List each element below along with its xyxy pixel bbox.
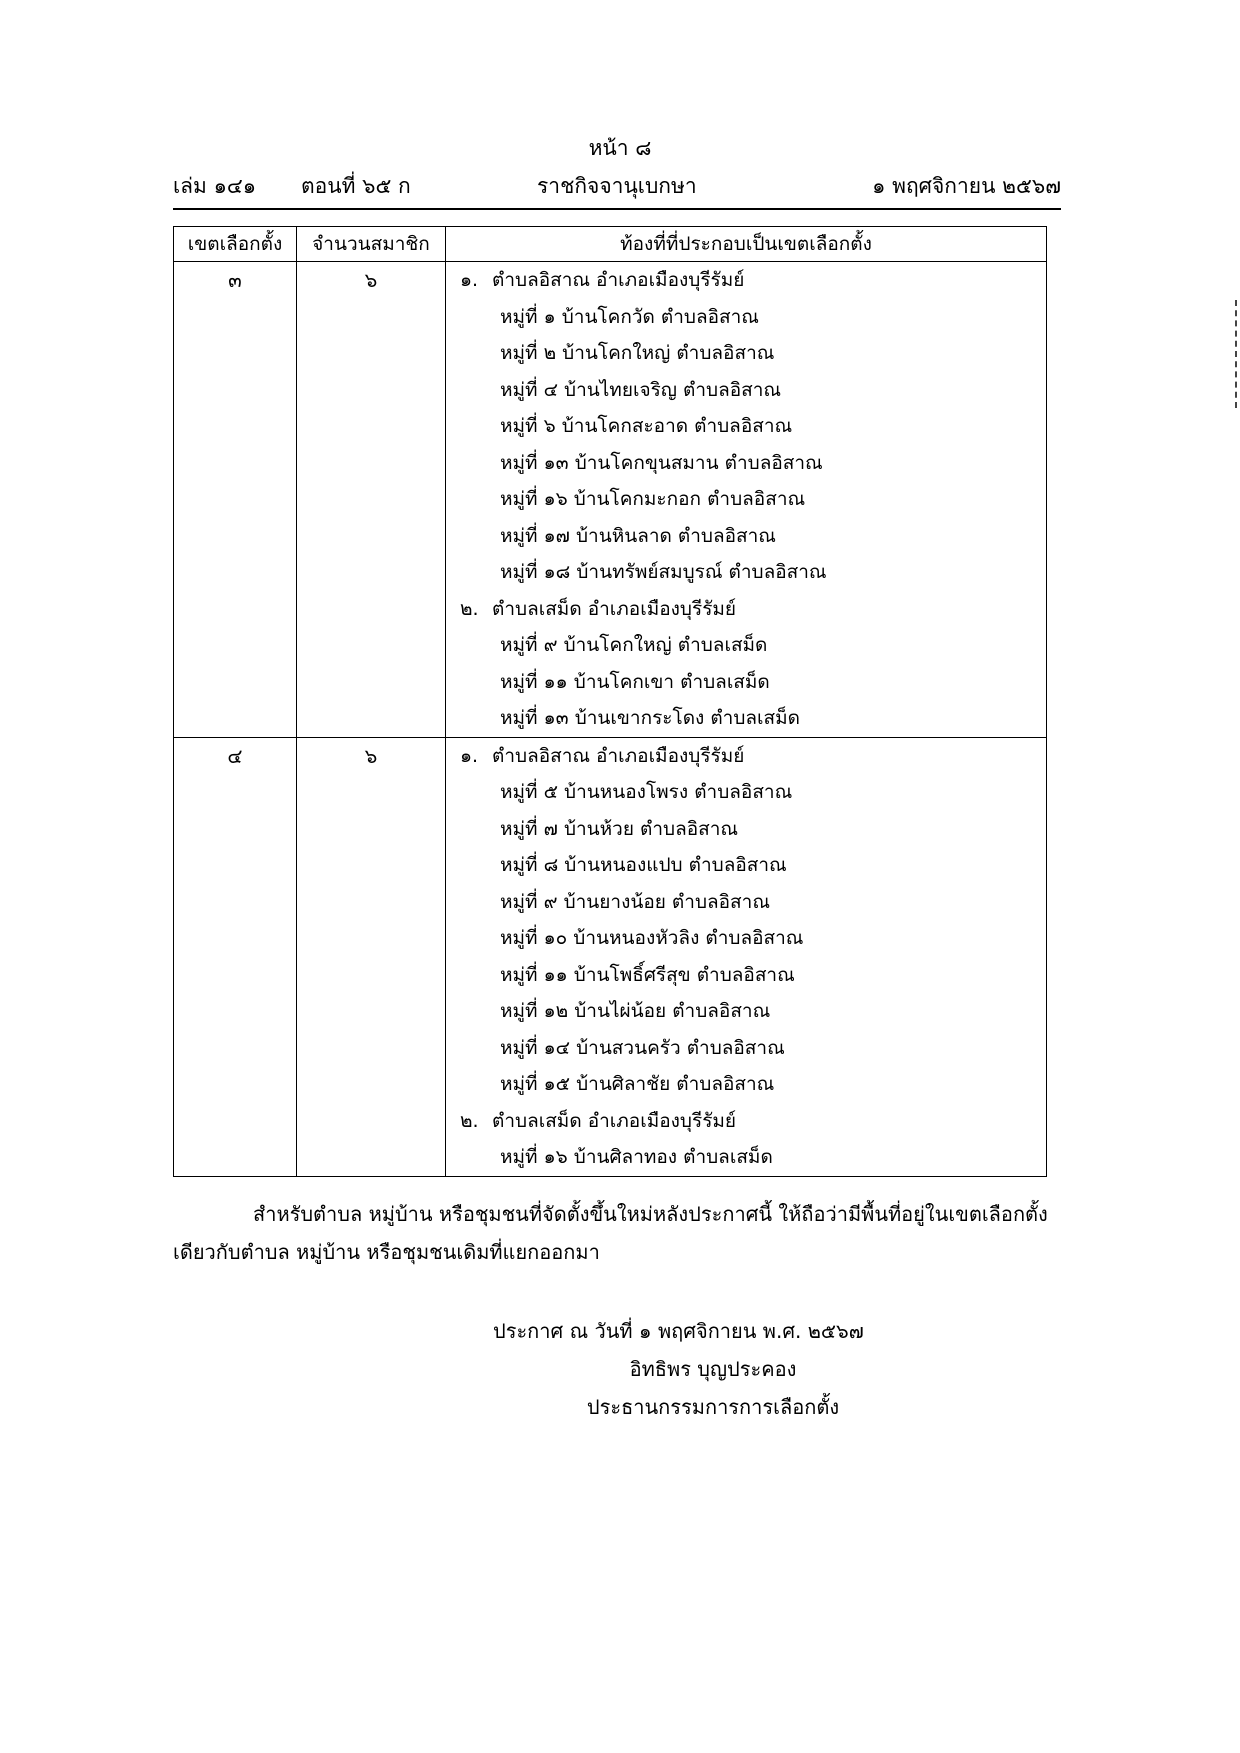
signatory-position: ประธานกรรมการการเลือกตั้ง xyxy=(586,1395,840,1419)
area-text: หมู่ที่ ๑๔ บ้านสวนครัว ตำบลอิสาณ xyxy=(500,1036,785,1059)
header-members: จำนวนสมาชิก xyxy=(297,227,446,262)
subdistrict-number: ๑. xyxy=(460,269,479,291)
area-text: หมู่ที่ ๖ บ้านโคกสะอาด ตำบลอิสาณ xyxy=(500,415,793,437)
village-item xyxy=(460,372,1046,409)
gazette-date: ๑ พฤศจิกายน ๒๕๖๗ xyxy=(872,174,1061,198)
subdistrict-item xyxy=(460,1103,1046,1140)
area-text: หมู่ที่ ๑๖ บ้านโคกมะกอก ตำบลอิสาณ xyxy=(500,488,806,510)
area-text: หมู่ที่ ๑๐ บ้านหนองหัวลิง ตำบลอิสาณ xyxy=(500,927,804,949)
area-list xyxy=(446,737,1047,1176)
area-text: หมู่ที่ ๑๕ บ้านศิลาชัย ตำบลอิสาณ xyxy=(500,1073,775,1095)
village-item xyxy=(460,481,1046,518)
subdistrict-item xyxy=(460,591,1046,628)
district-number: ๔ xyxy=(174,737,297,1176)
issue-number: ตอนที่ ๖๕ ก xyxy=(301,174,411,198)
area-text: หมู่ที่ ๙ บ้านยางน้อย ตำบลอิสาณ xyxy=(500,890,770,913)
village-item xyxy=(460,445,1046,482)
village-item xyxy=(460,884,1046,921)
area-text: ตำบลเสม็ด อำเภอเมืองบุรีรัมย์ xyxy=(492,1109,737,1132)
village-item xyxy=(460,335,1046,372)
village-item xyxy=(460,920,1046,957)
header-divider xyxy=(173,208,1061,210)
electoral-district-table xyxy=(173,226,1047,1177)
area-text: ตำบลเสม็ด อำเภอเมืองบุรีรัมย์ xyxy=(492,597,737,620)
area-text: หมู่ที่ ๑๑ บ้านโพธิ์ศรีสุข ตำบลอิสาณ xyxy=(500,963,795,986)
area-text: หมู่ที่ ๙ บ้านโคกใหญ่ ตำบลเสม็ด xyxy=(500,634,768,656)
area-text: หมู่ที่ ๑๘ บ้านทรัพย์สมบูรณ์ ตำบลอิสาณ xyxy=(500,561,827,583)
subdistrict-number: ๒. xyxy=(460,597,479,620)
header-areas: ท้องที่ที่ประกอบเป็นเขตเลือกตั้ง xyxy=(446,227,1047,262)
page-number: หน้า ๘ xyxy=(588,136,652,160)
scan-edge-mark xyxy=(1235,300,1239,408)
village-item xyxy=(460,664,1046,701)
area-text: หมู่ที่ ๗ บ้านห้วย ตำบลอิสาณ xyxy=(500,817,739,840)
table-row xyxy=(174,737,1047,1176)
table-header-row xyxy=(174,227,1047,262)
gazette-header xyxy=(173,172,1061,202)
area-text: ตำบลอิสาณ อำเภอเมืองบุรีรัมย์ xyxy=(492,744,745,767)
village-item xyxy=(460,554,1046,591)
area-text: หมู่ที่ ๑๖ บ้านศิลาทอง ตำบลเสม็ด xyxy=(500,1146,773,1168)
village-item xyxy=(460,1139,1046,1176)
village-item xyxy=(460,1030,1046,1067)
footer-text: สำหรับตำบล หมู่บ้าน หรือชุมชนที่จัดตั้งขึ้นใหม่หลังประกาศนี้ ให้ถือว่ามีพื้นที่อยู่ในเขตเลือกตั้งเดียวกับตำบล หมู่บ้าน หรือชุมชนเดิมที่แยกออกมา xyxy=(173,1202,1048,1264)
member-count: ๖ xyxy=(297,737,446,1176)
village-item xyxy=(460,774,1046,811)
area-text: หมู่ที่ ๑๓ บ้านโคกขุนสมาน ตำบลอิสาณ xyxy=(500,451,823,474)
area-text: ตำบลอิสาณ อำเภอเมืองบุรีรัมย์ xyxy=(492,269,745,291)
signatory-name: อิทธิพร บุญประคอง xyxy=(629,1357,797,1381)
table-row xyxy=(174,262,1047,738)
village-item xyxy=(460,518,1046,555)
village-item xyxy=(460,627,1046,664)
gazette-title: ราชกิจจานุเบกษา xyxy=(537,174,697,198)
area-text: หมู่ที่ ๑๗ บ้านหินลาด ตำบลอิสาณ xyxy=(500,524,776,547)
subdistrict-item xyxy=(460,738,1046,775)
area-list xyxy=(446,262,1047,738)
area-text: หมู่ที่ ๑๑ บ้านโคกเขา ตำบลเสม็ด xyxy=(500,670,770,693)
area-text: หมู่ที่ ๔ บ้านไทยเจริญ ตำบลอิสาณ xyxy=(500,378,782,401)
subdistrict-number: ๑. xyxy=(460,744,479,767)
village-item xyxy=(460,408,1046,445)
subdistrict-number: ๒. xyxy=(460,1109,479,1132)
signature-block xyxy=(493,1312,933,1426)
district-number: ๓ xyxy=(174,262,297,738)
area-text: หมู่ที่ ๑๒ บ้านไผ่น้อย ตำบลอิสาณ xyxy=(500,1000,771,1022)
footer-paragraph xyxy=(173,1195,1061,1271)
header-district: เขตเลือกตั้ง xyxy=(174,227,297,262)
village-item xyxy=(460,993,1046,1030)
member-count: ๖ xyxy=(297,262,446,738)
village-item xyxy=(460,700,1046,737)
area-text: หมู่ที่ ๕ บ้านหนองโพรง ตำบลอิสาณ xyxy=(500,781,793,803)
village-item xyxy=(460,847,1046,884)
announcement-date: ประกาศ ณ วันที่ ๑ พฤศจิกายน พ.ศ. ๒๕๖๗ xyxy=(493,1319,864,1343)
village-item xyxy=(460,811,1046,848)
area-text: หมู่ที่ ๒ บ้านโคกใหญ่ ตำบลอิสาณ xyxy=(500,342,775,364)
village-item xyxy=(460,957,1046,994)
area-text: หมู่ที่ ๘ บ้านหนองแปบ ตำบลอิสาณ xyxy=(500,854,787,876)
volume-number: เล่ม ๑๔๑ xyxy=(173,174,257,198)
village-item xyxy=(460,299,1046,336)
village-item xyxy=(460,1066,1046,1103)
subdistrict-item xyxy=(460,262,1046,299)
area-text: หมู่ที่ ๑๓ บ้านเขากระโดง ตำบลเสม็ด xyxy=(500,707,801,729)
area-text: หมู่ที่ ๑ บ้านโคกวัด ตำบลอิสาณ xyxy=(500,305,759,328)
